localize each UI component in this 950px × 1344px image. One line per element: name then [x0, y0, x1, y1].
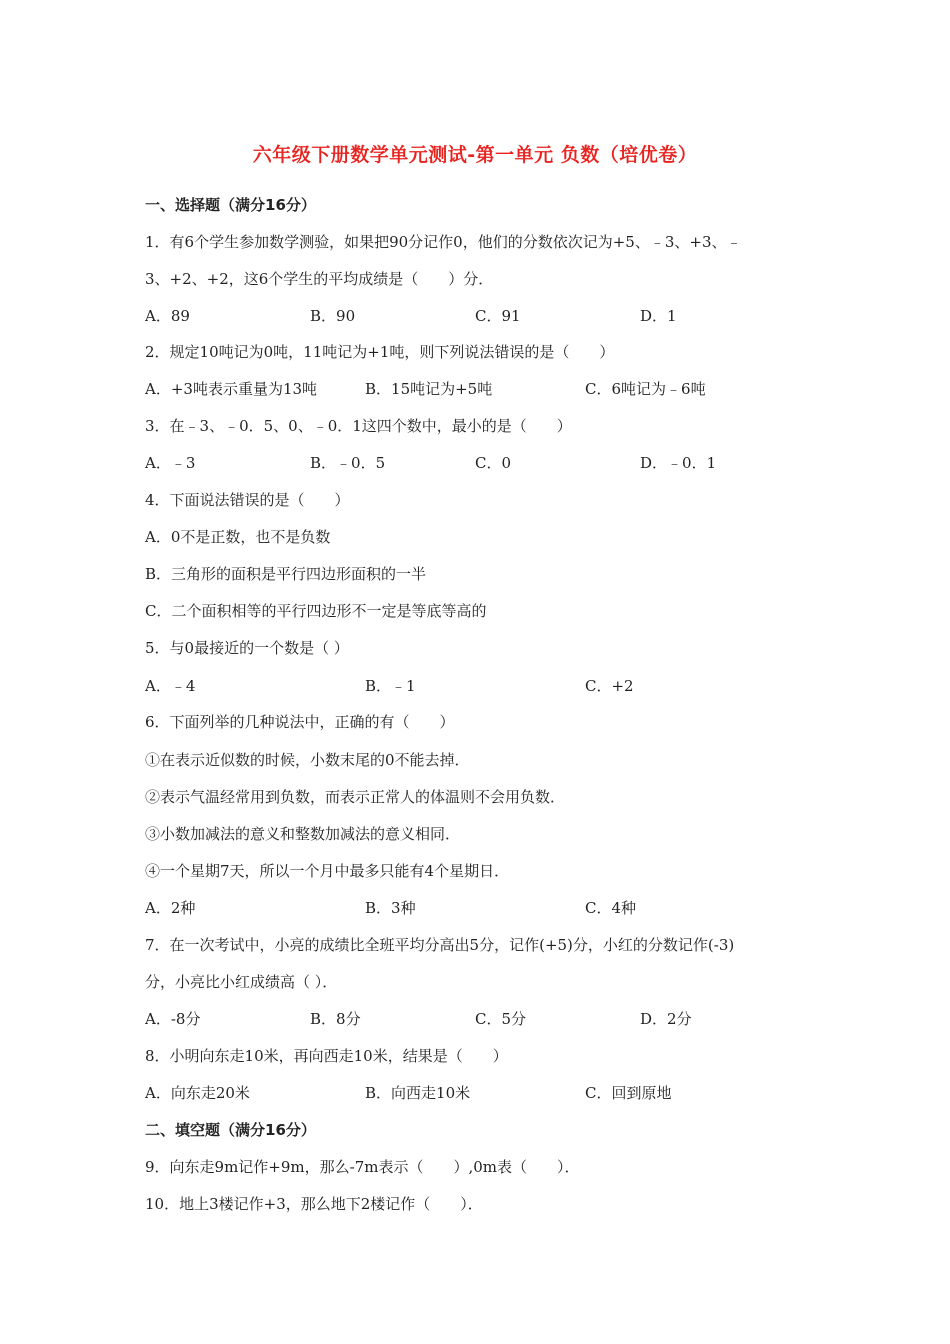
q6-option-b: B．3种 [365, 899, 416, 917]
question-8-line-1: 8．小明向东走10米，再向西走10米，结果是（ ） [145, 1047, 508, 1065]
q6-option-a: A．2种 [145, 899, 196, 917]
q1-option-c: C．91 [475, 307, 521, 325]
q8-option-b: B．向西走10米 [365, 1084, 471, 1102]
q2-option-b: B．15吨记为+5吨 [365, 380, 493, 398]
q3-option-d: D．﹣0．1 [640, 454, 717, 472]
q3-option-a: A．﹣3 [145, 454, 196, 472]
q1-option-b: B．90 [310, 307, 356, 325]
question-7-line-2: 分，小亮比小红成绩高（ ）． [145, 973, 338, 991]
q6-statement-3: ③小数加减法的意义和整数加减法的意义相同． [145, 825, 461, 843]
q6-option-c: C．4种 [585, 899, 637, 917]
question-2-line-1: 2．规定10吨记为0吨，11吨记为+1吨，则下列说法错误的是（ ） [145, 343, 615, 361]
q6-statement-1: ①在表示近似数的时候，小数末尾的0不能去掉． [145, 751, 470, 769]
q4-option-c: C．二个面积相等的平行四边形不一定是等底等高的 [145, 602, 487, 620]
question-1-line-2: 3、+2、+2，这6个学生的平均成绩是（ ）分． [145, 270, 494, 288]
q6-statement-2: ②表示气温经常用到负数，而表示正常人的体温则不会用负数． [145, 788, 566, 806]
page-title: 六年级下册数学单元测试-第一单元 负数（培优卷） [252, 144, 698, 166]
q5-option-a: A．﹣4 [145, 677, 196, 695]
q1-option-a: A．89 [145, 307, 190, 325]
q6-statement-4: ④一个星期7天，所以一个月中最多只能有4个星期日． [145, 862, 510, 880]
question-9-line-1: 9．向东走9m记作+9m，那么-7m表示（ ）,0m表（ ）． [145, 1158, 580, 1176]
question-1-line-1: 1．有6个学生参加数学测验，如果把90分记作0，他们的分数依次记为+5、﹣3、+3、﹣ [145, 233, 742, 251]
q7-option-a: A．-8分 [145, 1010, 201, 1028]
question-4-line-1: 4．下面说法错误的是（ ） [145, 491, 350, 509]
q4-option-b: B．三角形的面积是平行四边形面积的一半 [145, 565, 427, 583]
q7-option-d: D．2分 [640, 1010, 692, 1028]
q2-option-c: C．6吨记为﹣6吨 [585, 380, 706, 398]
q7-option-b: B．8分 [310, 1010, 361, 1028]
q5-option-c: C．+2 [585, 677, 634, 695]
question-5-line-1: 5．与0最接近的一个数是（ ） [145, 639, 349, 657]
question-3-line-1: 3．在﹣3、﹣0．5、0、﹣0．1这四个数中，最小的是（ ） [145, 417, 572, 435]
q8-option-a: A．向东走20米 [145, 1084, 250, 1102]
question-6-line-1: 6．下面列举的几种说法中，正确的有（ ） [145, 713, 455, 731]
q8-option-c: C．回到原地 [585, 1084, 672, 1102]
q3-option-b: B．﹣0．5 [310, 454, 386, 472]
question-10-line-1: 10．地上3楼记作+3，那么地下2楼记作（ ）． [145, 1195, 483, 1213]
q5-option-b: B．﹣1 [365, 677, 416, 695]
q2-option-a: A．+3吨表示重量为13吨 [145, 380, 318, 398]
q4-option-a: A．0不是正数，也不是负数 [145, 528, 331, 546]
q7-option-c: C．5分 [475, 1010, 527, 1028]
section-heading-choice: 一、选择题（满分16分） [145, 196, 316, 214]
q3-option-c: C．0 [475, 454, 512, 472]
question-7-line-1: 7．在一次考试中，小亮的成绩比全班平均分高出5分，记作(+5)分，小红的分数记作(-3) [145, 936, 735, 954]
section-heading-fill-blank: 二、填空题（满分16分） [145, 1121, 316, 1139]
q1-option-d: D．1 [640, 307, 677, 325]
